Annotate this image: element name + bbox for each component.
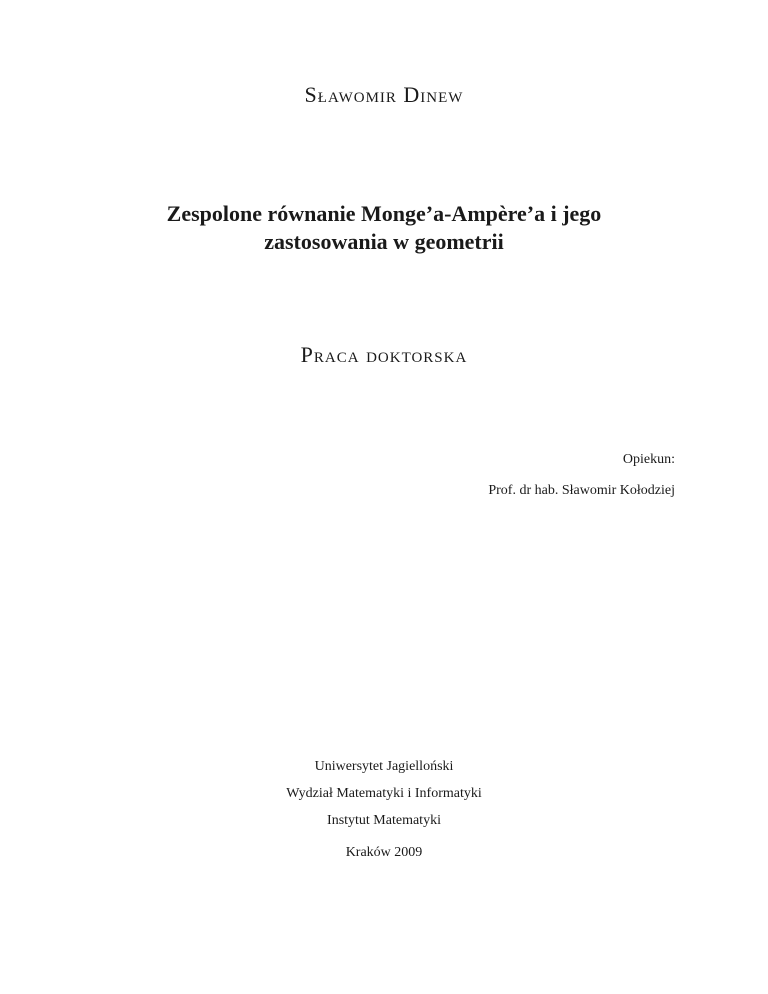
supervisor-block	[488, 452, 675, 499]
author-name: Sławomir Dinew	[304, 82, 464, 107]
faculty-name: Wydział Matematyki i Informatyki	[286, 786, 482, 801]
university-name: Uniwersytet Jagielloński	[314, 759, 454, 774]
supervisor-label: Opiekun:	[622, 452, 675, 467]
document-type: Praca doktorska	[300, 342, 468, 367]
affiliation-block	[0, 758, 768, 871]
supervisor-name: Prof. dr hab. Sławomir Kołodziej	[488, 483, 675, 498]
thesis-title: Zespolone równanie Monge’a-Ampère’a i jego zastosowania w geometrii	[166, 201, 602, 254]
institute-name: Instytut Matematyki	[327, 813, 441, 828]
place-and-year: Kraków 2009	[345, 845, 423, 860]
